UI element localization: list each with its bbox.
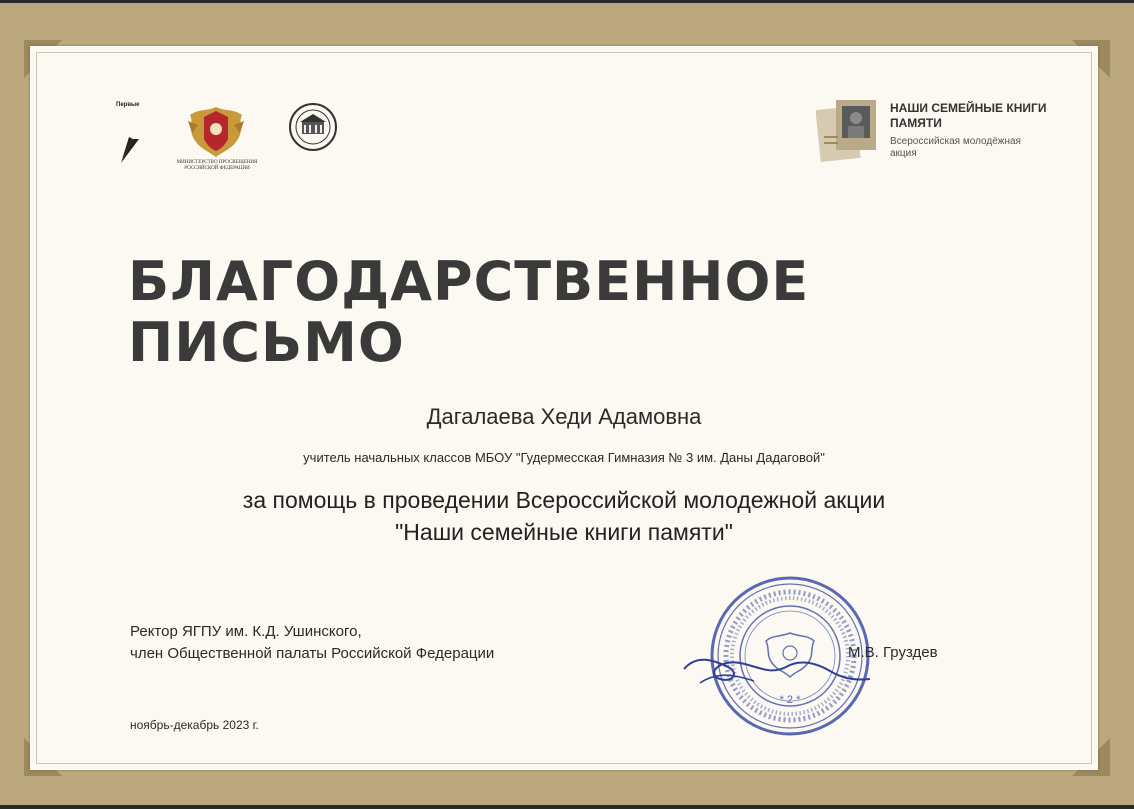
reason-text	[30, 484, 1098, 548]
issue-date: ноябрь-декабрь 2023 г.	[130, 718, 259, 732]
pervye-logo-icon	[115, 101, 151, 171]
signer-title-line-1: Ректор ЯГПУ им. К.Д. Ушинского,	[130, 623, 362, 640]
family-books-logo-icon	[816, 96, 880, 164]
frame-top-edge	[0, 0, 1134, 3]
signer-title-line-2: член Общественной палаты Российской Федерации	[130, 645, 495, 662]
university-seal-icon	[288, 102, 338, 152]
signer-name: М.В. Груздев	[848, 644, 938, 661]
letter-title: БЛАГОДАРСТВЕННОЕ ПИСЬМО	[128, 250, 810, 374]
signer-title	[130, 621, 630, 665]
reason-line-1: за помощь в проведении Всероссийской молодежной акции	[242, 487, 886, 513]
ministry-caption: МИНИСТЕРСТВО ПРОСВЕЩЕНИЯ РОССИЙСКОЙ ФЕДЕРАЦИИ	[176, 160, 258, 171]
frame-bottom-edge	[0, 805, 1134, 809]
svg-text:* 2 *: * 2 *	[779, 694, 801, 706]
books-logo-subtitle: Всероссийская молодёжная акция	[890, 136, 1021, 159]
certificate-sheet	[30, 46, 1098, 770]
recipient-name: Дагалаева Хеди Адамовна	[426, 404, 702, 429]
pervye-label: Первые	[116, 102, 140, 108]
reason-line-2: "Наши семейные книги памяти"	[395, 519, 733, 545]
recipient-position: учитель начальных классов МБОУ "Гудермесская Гимназия № 3 им. Даны Дадаговой"	[303, 450, 825, 465]
books-logo-title: НАШИ СЕМЕЙНЫЕ КНИГИ ПАМЯТИ	[890, 101, 1047, 130]
